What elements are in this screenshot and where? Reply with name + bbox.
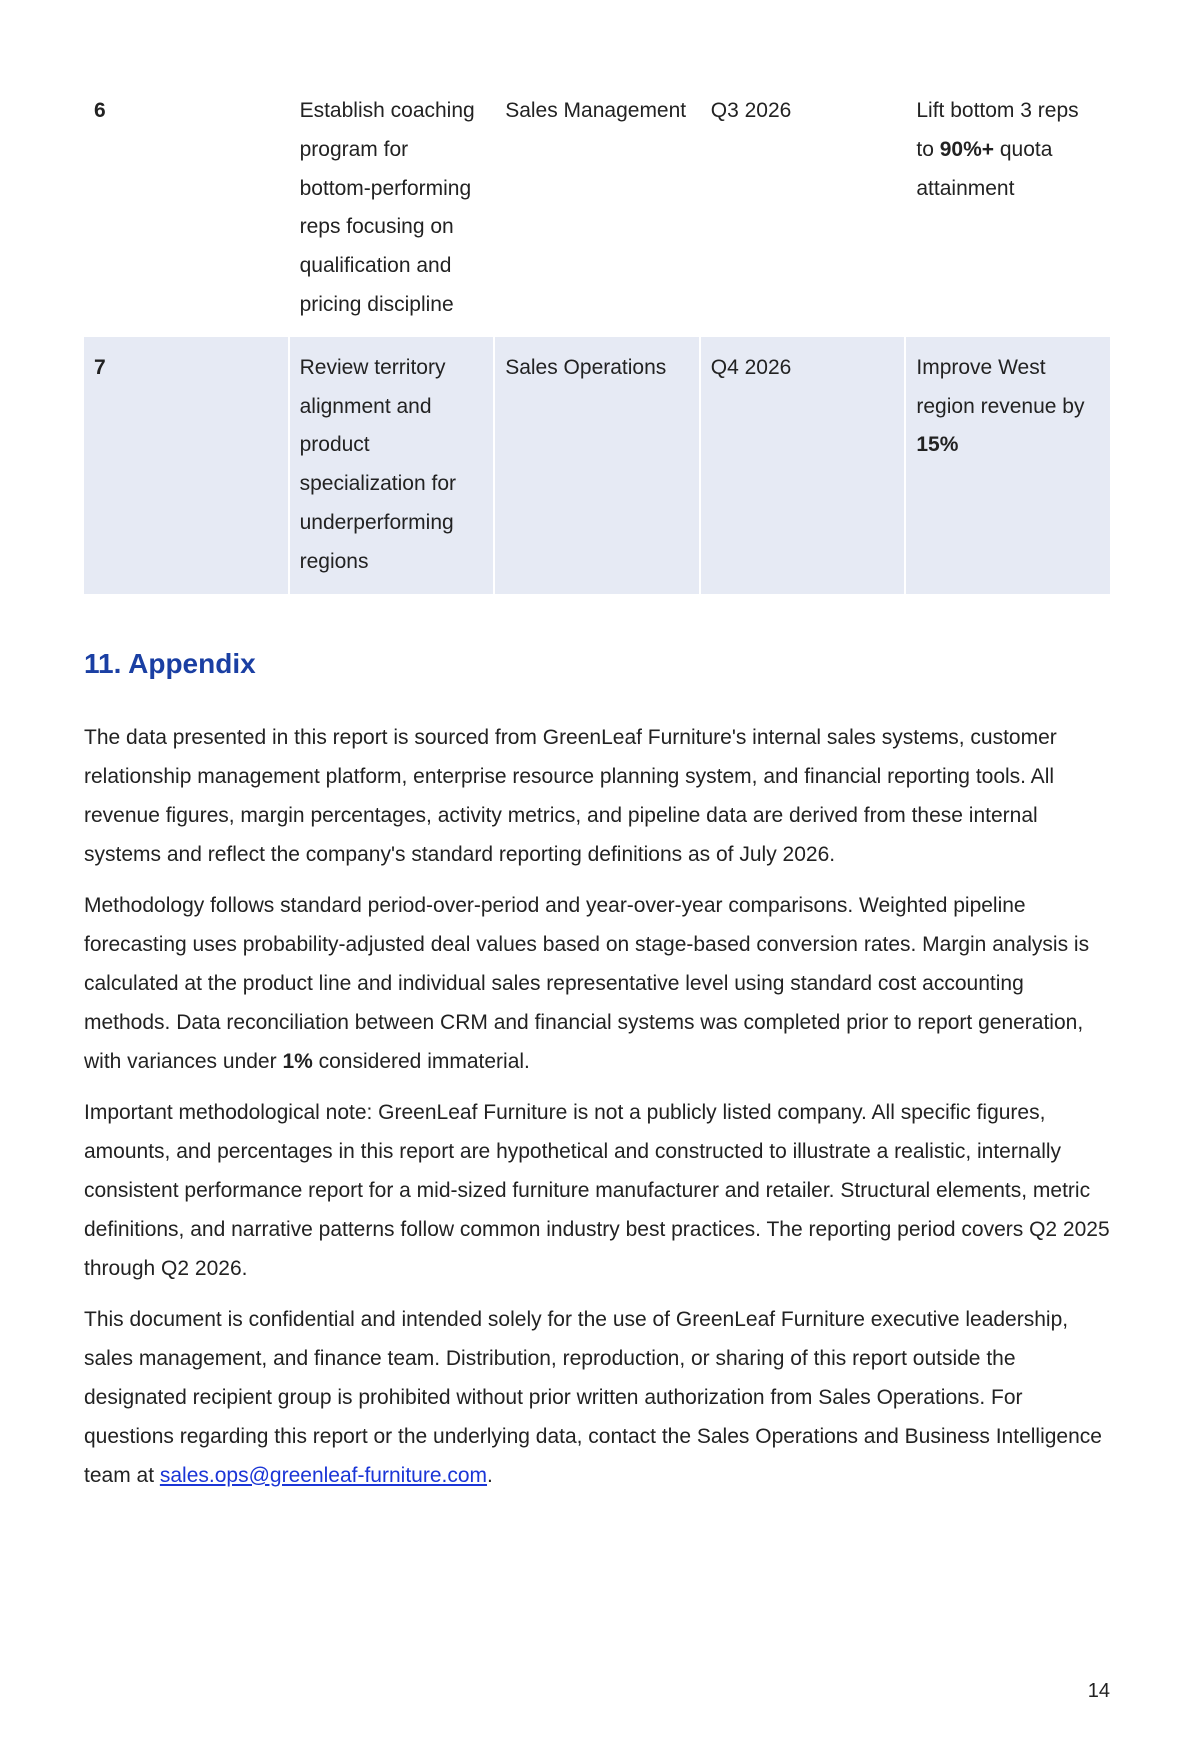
paragraph-text-end: considered immaterial. — [312, 1049, 530, 1073]
paragraph-methodology — [84, 886, 1110, 1081]
action-cell: Review territory alignment and product specialization for underperforming regions — [290, 337, 494, 594]
paragraph-text: This document is confidential and intended solely for the use of GreenLeaf Furniture executive leadership, sales management, and finance team. Distribution, reproduction, or sharing of this report outside the designated recipient group is prohibited without prior written authorization from Sales Operations. For questions regarding this report or the underlying data, contact the Sales Operations and Business Intelligence team at — [84, 1307, 1102, 1487]
target-text-end: quota attainment — [916, 137, 1053, 200]
target-value: 90%+ — [939, 137, 995, 161]
paragraph-confidentiality — [84, 1300, 1110, 1495]
table-row — [84, 92, 1110, 337]
action-cell: Establish coaching program for bottom-performing reps focusing on qualification and pricing discipline — [299, 99, 475, 316]
timeline-cell: Q3 2026 — [710, 99, 792, 122]
paragraph-note: Important methodological note: GreenLeaf Furniture is not a publicly listed company. All specific figures, amounts, and percentages in this report are hypothetical and constructed to illustrate a realistic, internally consistent performance report for a mid-sized furniture manufacturer and retailer. Structural elements, metric definitions, and narrative patterns follow common industry best practices. The reporting period covers Q2 2025 through Q2 2026. — [84, 1100, 1110, 1280]
target-text: Lift bottom 3 reps to — [916, 99, 1079, 161]
target-text: Improve West region revenue by — [916, 355, 1085, 418]
row-number: 7 — [84, 337, 288, 594]
paragraph-text-end: . — [487, 1463, 493, 1487]
document-page — [84, 92, 1110, 1507]
contact-email-link[interactable]: sales.ops@greenleaf-furniture.com — [159, 1463, 488, 1487]
owner-cell: Sales Operations — [495, 337, 699, 594]
action-plan-table — [82, 92, 1112, 594]
page-number: 14 — [1087, 1680, 1110, 1702]
paragraph-data-sources: The data presented in this report is sourced from GreenLeaf Furniture's internal sales systems, customer relationship management platform, enterprise resource planning system, and financial reporting tools. All revenue figures, margin percentages, activity metrics, and pipeline data are derived from these internal systems and reflect the company's standard reporting definitions as of July 2026. — [84, 725, 1057, 866]
row-number: 6 — [94, 99, 106, 122]
timeline-cell: Q4 2026 — [701, 337, 905, 594]
variance-threshold: 1% — [282, 1049, 313, 1073]
paragraph-text: Methodology follows standard period-over-period and year-over-year comparisons. Weighted pipeline forecasting uses probability-adjusted deal values based on stage-based conversion rates. Margin analysis is calculated at the product line and individual sales representative level using standard cost accounting methods. Data reconciliation between CRM and financial systems was completed prior to report generation, with variances under — [84, 893, 1090, 1073]
target-value: 15% — [916, 433, 959, 457]
owner-cell: Sales Management — [505, 99, 687, 122]
target-cell — [906, 337, 1110, 594]
table-row — [84, 337, 1110, 594]
section-heading: 11. Appendix — [84, 647, 256, 679]
target-cell — [906, 92, 1110, 337]
